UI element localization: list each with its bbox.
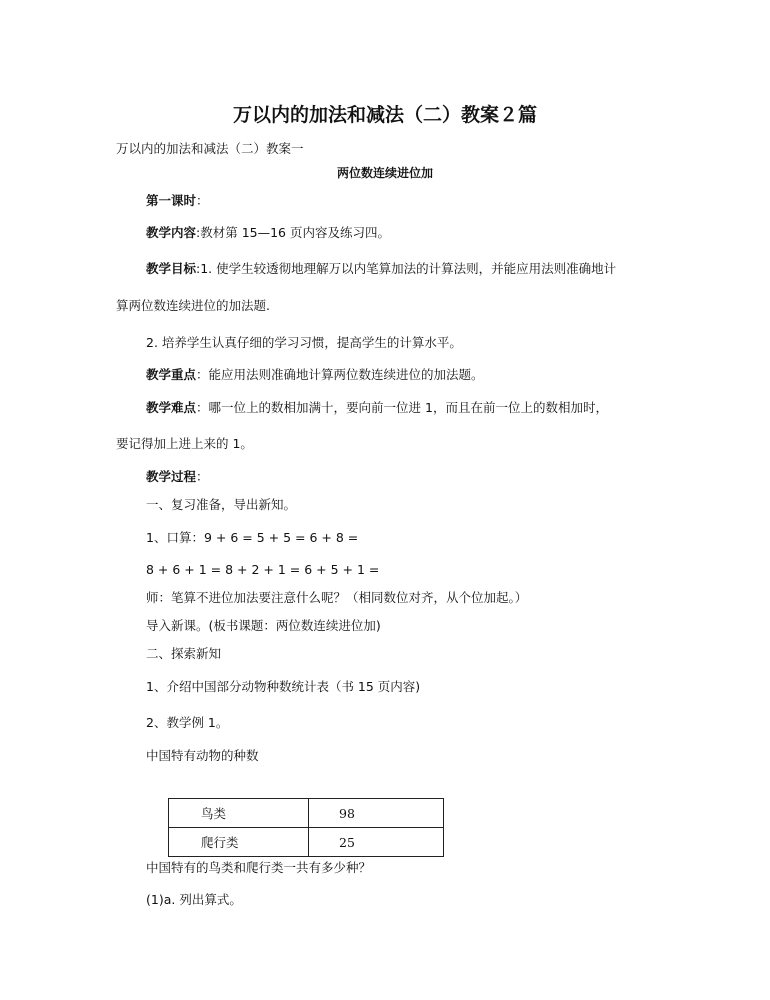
document-subtitle: 万以内的加法和减法（二）教案一	[116, 141, 304, 156]
content-text: :教材第 15—16 页内容及练习四。	[196, 225, 390, 240]
difficulty-label: 教学难点	[146, 400, 197, 415]
period-line	[146, 195, 209, 208]
goal-item-2: 2. 培养学生认真仔细的学习习惯，提高学生的计算水平。	[146, 335, 462, 350]
table-cell-name: 爬行类	[169, 828, 309, 857]
explore-item-1: 1、介绍中国部分动物种数统计表（书 15 页内容)	[146, 679, 421, 694]
goal-label: 教学目标	[146, 261, 197, 276]
key-label: 教学重点	[146, 367, 197, 382]
sub-step-a: (1)a. 列出算式。	[146, 892, 242, 907]
question-line: 中国特有的鸟类和爬行类一共有多少种？	[146, 860, 372, 875]
table-cell-value: 25	[309, 828, 444, 857]
difficulty-text-1: ：哪一位上的数相加满十，要向前一位进 1，而且在前一位上的数相加时，	[196, 400, 608, 415]
explore-item-2: 2、教学例 1。	[146, 715, 229, 730]
goal-line-2: 算两位数连续进位的加法题.	[116, 298, 270, 313]
goal-line-1	[146, 263, 616, 276]
period-label: 第一课时	[146, 193, 197, 208]
difficulty-line-1	[146, 402, 608, 415]
intro-new-lesson: 导入新课。(板书课题：两位数连续进位加)	[146, 618, 381, 633]
process-line	[146, 471, 209, 484]
document-title: 万以内的加法和减法（二）教案２篇	[232, 104, 537, 126]
lesson-title: 两位数连续进位加	[336, 166, 433, 180]
key-text: ：能应用法则准确地计算两位数连续进位的加法题。	[196, 367, 484, 382]
content-label: 教学内容	[146, 225, 197, 240]
goal-text-1: :1. 使学生较透彻地理解万以内笔算加法的计算法则，并能应用法则准确地计	[196, 261, 617, 276]
key-point-line	[146, 369, 484, 382]
table-caption: 中国特有动物的种数	[146, 748, 259, 763]
table-cell-value: 98	[309, 799, 444, 828]
step-1: 一、复习准备，导出新知。	[146, 497, 297, 512]
process-label: 教学过程	[146, 469, 197, 484]
content-line	[146, 227, 390, 240]
table-cell-name: 鸟类	[169, 799, 309, 828]
oral-calc-1: 1、口算：9 + 6 = 5 + 5 = 6 + 8 =	[146, 530, 359, 545]
process-colon: ：	[196, 469, 209, 484]
period-colon: ：	[196, 193, 209, 208]
difficulty-line-2: 要记得加上进上来的 1。	[116, 436, 253, 451]
species-table-wrap	[168, 798, 444, 857]
table-row	[169, 799, 444, 828]
species-table	[168, 798, 444, 857]
step-2: 二、探索新知	[146, 646, 222, 661]
table-row	[169, 828, 444, 857]
teacher-question: 师：笔算不进位加法要注意什么呢？（相同数位对齐，从个位加起。）	[146, 590, 528, 605]
oral-calc-2: 8 + 6 + 1 = 8 + 2 + 1 = 6 + 5 + 1 =	[146, 562, 380, 577]
